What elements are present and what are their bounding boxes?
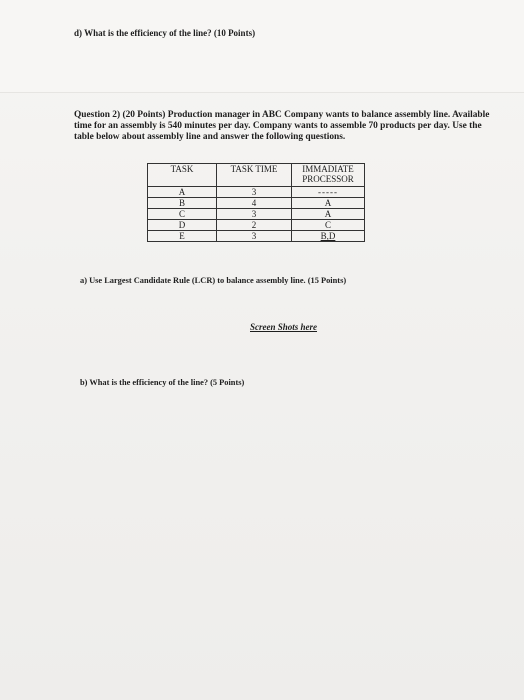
cell-task: D [148,220,217,231]
question-a-text: a) Use Largest Candidate Rule (LCR) to balance assembly line. (15 Points) [80,276,347,285]
previous-page-section [0,0,524,93]
question-b-text: b) What is the efficiency of the line? (5 Points) [80,378,245,387]
table-row [148,231,365,242]
table-row [148,187,365,198]
screenshots-placeholder: Screen Shots here [250,322,318,332]
cell-processor: ----- [292,187,365,198]
cell-task-time: 3 [217,209,292,220]
cell-processor: B,D [292,231,365,242]
cell-task: A [148,187,217,198]
cell-task-time: 4 [217,198,292,209]
cell-task-time: 3 [217,187,292,198]
table-header-row [148,164,365,187]
cell-task-time: 2 [217,220,292,231]
cell-processor: A [292,198,365,209]
table-row [148,198,365,209]
table-row [148,209,365,220]
header-task: TASK [148,164,217,187]
cell-task: B [148,198,217,209]
cell-processor: A [292,209,365,220]
cell-task: E [148,231,217,242]
cell-task-time: 3 [217,231,292,242]
cell-task: C [148,209,217,220]
question-2-text: Question 2) (20 Points) Production manager in ABC Company wants to balance assembly line. Available time for an assembly is 540 minutes per day. Company wants to assemble 70 products per day. Use the table below about assembly line and answer the following questions. [74,110,490,142]
question-d-text: d) What is the efficiency of the line? (10 Points) [74,28,256,38]
table-row [148,220,365,231]
cell-processor: C [292,220,365,231]
header-task-time: TASK TIME [217,164,292,187]
header-immediate-processor: IMMADIATE PROCESSOR [292,164,365,187]
assembly-task-table [147,163,365,242]
